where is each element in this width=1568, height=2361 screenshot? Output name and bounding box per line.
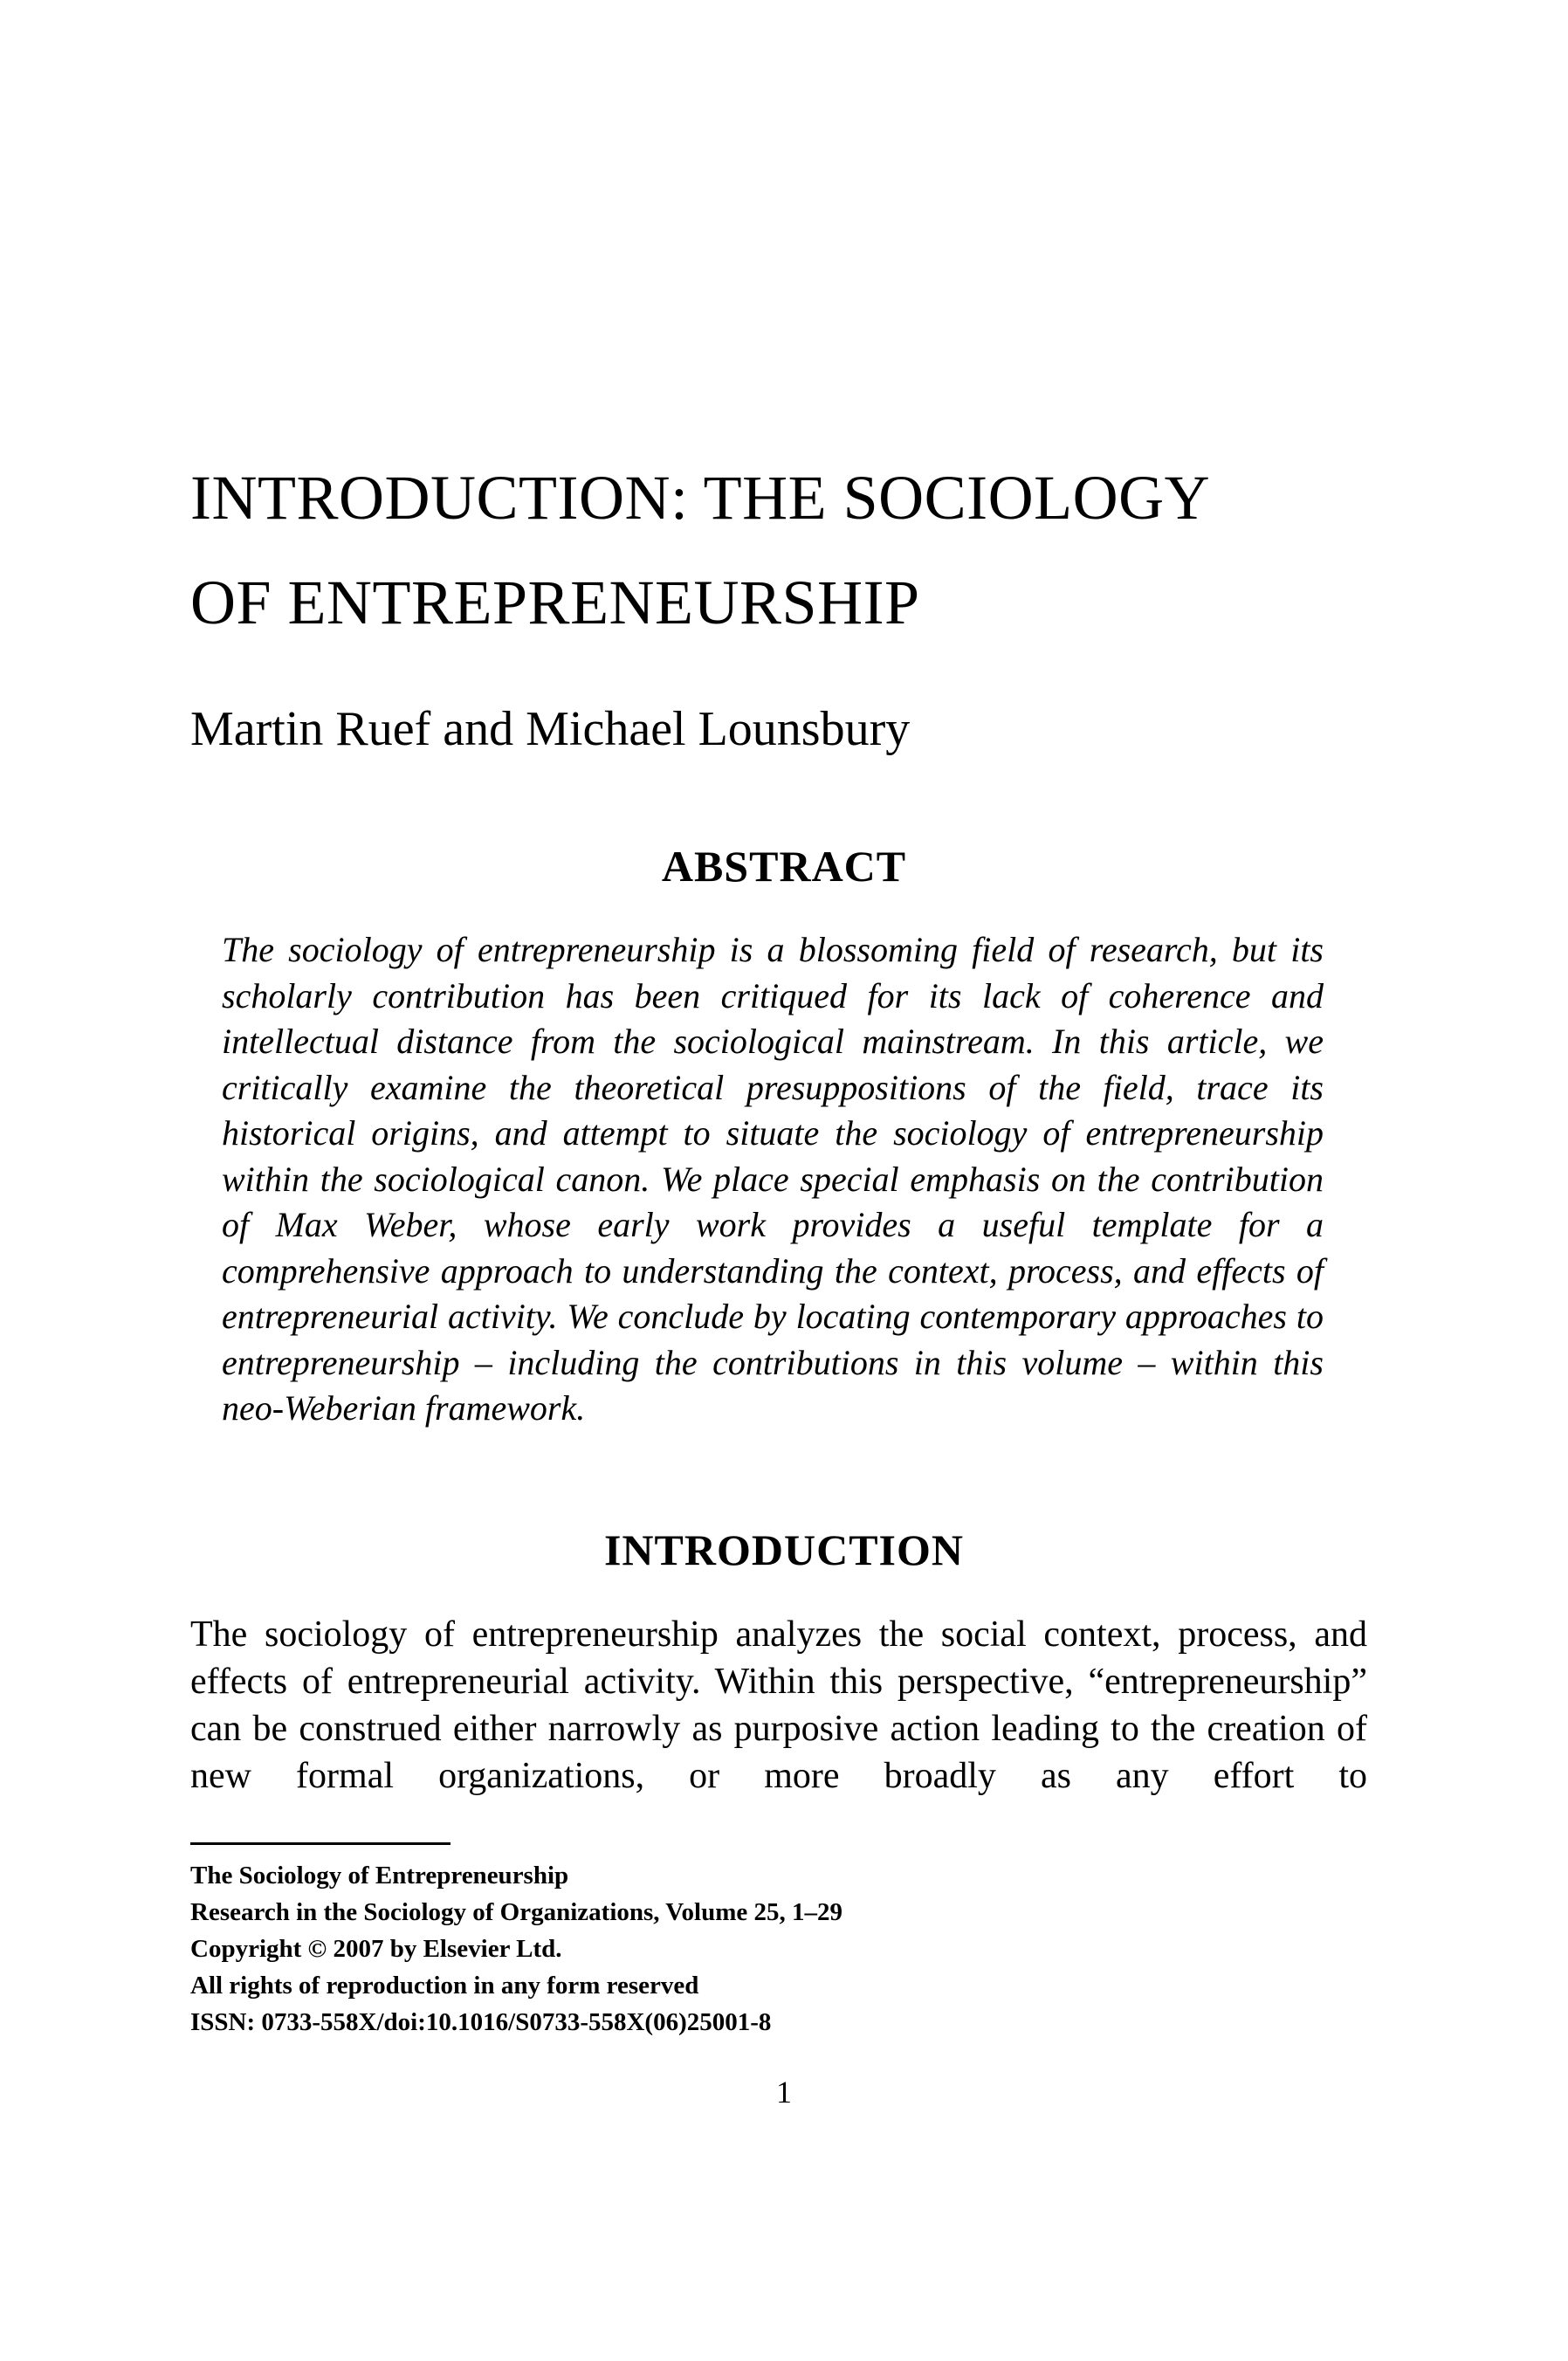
footnote-issn: ISSN: 0733-558X/doi:10.1016/S0733-558X(06)25001-8 [190, 2008, 772, 2036]
footnote-series: Research in the Sociology of Organizations, Volume 25, 1–29 [190, 1898, 843, 1926]
article-title [190, 445, 1413, 655]
article-title-line-2: OF ENTREPRENEURSHIP [190, 568, 920, 637]
abstract-text: The sociology of entrepreneurship is a blossoming field of research, but its scholarly contribution has been critiqued for its lack of coherence and intellectual distance from the sociological mainstream. In this article, we critically examine the theoretical presuppositions of the field, trace its historical origins, and attempt to situate the sociology of entrepreneurship within the sociological canon. We place special emphasis on the contribution of Max Weber, whose early work provides a useful template for a comprehensive approach to understanding the context, process, and effects of entrepreneurial activity. We conclude by locating contemporary approaches to entrepreneurship – including the contributions in this volume – within this neo-Weberian framework. [222, 930, 1324, 1428]
footnote-divider [190, 1842, 450, 1845]
introduction-paragraph: The sociology of entrepreneurship analyzes the social context, process, and effects of entrepreneurial activity. Within this perspective, “entrepreneurship” can be construed either narrowly as purposive action leading to the creation of new formal organizations, or more broadly as any effort to [190, 1614, 1367, 1796]
publication-footnote [190, 1857, 1367, 2041]
page-number: 1 [776, 2075, 792, 2110]
abstract-heading: ABSTRACT [661, 842, 907, 891]
footnote-copyright: Copyright © 2007 by Elsevier Ltd. [190, 1935, 562, 1963]
footnote-rights: All rights of reproduction in any form reserved [190, 1972, 699, 2000]
footnote-book-title: The Sociology of Entrepreneurship [190, 1862, 569, 1889]
article-title-line-1: INTRODUCTION: THE SOCIOLOGY [190, 463, 1211, 533]
introduction-heading: INTRODUCTION [603, 1525, 965, 1574]
article-authors: Martin Ruef and Michael Lounsbury [190, 702, 911, 756]
